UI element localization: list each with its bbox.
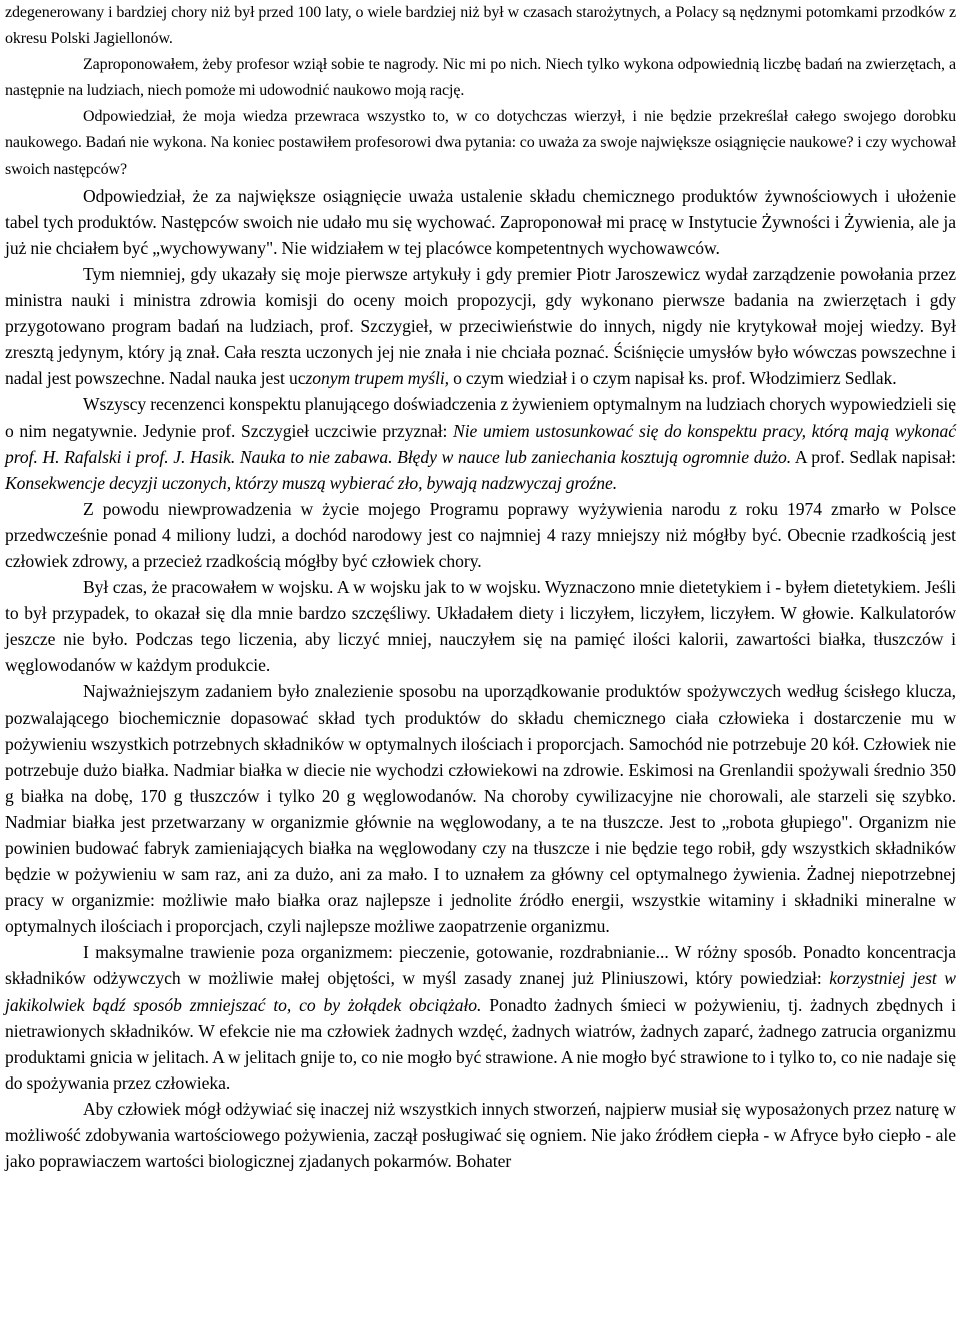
- paragraph-text: o czym wiedział i o czym napisał ks. prof. Włodzimierz Sedlak.: [449, 368, 897, 389]
- paragraph: [0, 939, 960, 1096]
- paragraph: [0, 52, 960, 104]
- paragraph-text: Ponadto żadnych śmieci w pożywieniu, tj. żadnych zbędnych i nietrawionych składników. W efekcie nie ma człowiek żadnych wzdęć, żadnych wiatrów, żadnych zaparć, żadnego zatrucia organizmu produktami gnicia w jelitach. A w jelitach gnije to, co nie mogło być strawione. A nie mogło być strawione to i tylko to, co nie nadaje się do spożywania przez człowieka.: [5, 994, 956, 1093]
- paragraph-text: Najważniejszym zadaniem było znalezienie sposobu na uporządkowanie produktów spożywczych według ścisłego klucza, pozwalającego biochemicznie dopasować skład tych produktów do składu chemicznego ciała człowieka i dostarczenie mu w pożywieniu wszystkich potrzebnych składników w optymalnych ilościach i proporcjach. Samochód nie potrzebuje 20 kół. Człowiek nie potrzebuje dużo białka. Nadmiar białka w diecie nie wychodzi człowiekowi na zdrowie. Eskimosi na Grenlandii spożywali średnio 350 g białka na dobę, 170 g tłuszczów i tylko 20 g węglowodanów. Na choroby cywilizacyjne nie chorowali, ale starzeli się szybko. Nadmiar białka jest przetwarzany w organizmie głównie na węglowodany, a te na tłuszcze. Jest to „robota głupiego". Organizm nie powinien budować fabryk zamieniających białka na węglowodany czy na tłuszcze i nie będzie tego robił, gdy wszystkich składników będzie w pożywieniu w sam raz, ani za dużo, ani za mało. I to uznałem za główny cel optymalnego żywienia. Żadnej niepotrzebnej pracy w organizmie: możliwie mało białka oraz najlepsze i jednolite źródło energii, wszystkie witaminy i składniki mineralne w optymalnych ilościach i proporcjach, czyli najlepsze możliwe zaopatrzenie organizmu.: [5, 681, 956, 937]
- paragraph: [0, 678, 960, 939]
- paragraph-text: Aby człowiek mógł odżywiać się inaczej niż wszystkich innych stworzeń, najpierw musiał się wyposażonych przez naturę w możliwość zdobywania wartościowego pożywienia, zaczął posługiwać się ogniem. Nie jako źródłem ciepła - w Afryce było ciepło - ale jako poprawiaczem wartości biologicznej zjadanych pokarmów. Bohater: [5, 1098, 956, 1172]
- italic-quote-text: Konsekwencje decyzji uczonych, którzy muszą wybierać zło, bywają nadzwyczaj groźne.: [5, 472, 618, 493]
- paragraph-text: I maksymalne trawienie poza organizmem: pieczenie, gotowanie, rozdrabnianie... W różny sposób. Ponadto koncentracja składników odżywczych w możliwie małej objętości, w myśl zasady znanej już Pliniuszowi, który powiedział:: [5, 942, 956, 989]
- paragraph-text: Był czas, że pracowałem w wojsku. A w wojsku jak to w wojsku. Wyznaczono mnie dietetykiem i - byłem dietetykiem. Jeśli to był przypadek, to okazał się dla mnie bardzo szczęśliwy. Układałem diety i liczyłem, liczyłem, liczyłem. W głowie. Kalkulatorów jeszcze nie było. Podczas tego liczenia, aby liczyć mniej, nauczyłem się na pamięć ilości kalorii, zawartości białka, tłuszczów i węglowodanów w każdym produkcie.: [5, 577, 956, 676]
- paragraph-text: zdegenerowany i bardziej chory niż był przed 100 laty, o wiele bardziej niż był w czasach starożytnych, a Polacy są nędznymi potomkami przodków z okresu Polski Jagiellonów.: [5, 4, 956, 48]
- paragraph: [0, 0, 960, 52]
- paragraph: [0, 574, 960, 678]
- paragraph-text: A prof. Sedlak napisał:: [791, 446, 956, 467]
- paragraph: [0, 1096, 960, 1174]
- paragraph: [0, 183, 960, 261]
- paragraph: [0, 496, 960, 574]
- paragraph-text: Z powodu niewprowadzenia w życie mojego Programu poprawy wyżywienia narodu z roku 1974 zmarło w Polsce przedwcześnie ponad 4 miliony ludzi, a dochód narodowy jest co najmniej 4 razy mniejszy niż mógłby być. Obecnie rzadkością jest człowiek zdrowy, a przecież rzadkością mógłby być człowiek chory.: [5, 498, 956, 571]
- italic-quote-text: Nie umiem ustosunkować się do konspektu pracy, którą mają wykonać prof. H. Rafalski i prof. J. Hasik. Nauka to nie zabawa. Błędy w nauce lub zaniechania kosztują ogromnie dużo.: [5, 420, 956, 467]
- italic-quote-text: zonym trupem myśli,: [305, 368, 450, 389]
- paragraph: [0, 261, 960, 391]
- paragraph-text: Odpowiedział, że moja wiedza przewraca wszystko to, w co dotychczas wierzył, i nie będzie przekreślał całego swojego dorobku naukowego. Badań nie wykona. Na koniec postawiłem profesorowi dwa pytania: co uważa za swoje największe osiągnięcie naukowe? i czy wychował swoich następców?: [5, 108, 956, 178]
- paragraph-text: Zaproponowałem, żeby profesor wziął sobie te nagrody. Nic mi po nich. Niech tylko wykona odpowiednią liczbę badań na zwierzętach, a następnie na ludziach, niech pomoże mi udowodnić naukowo moją rację.: [5, 56, 956, 100]
- paragraph: [0, 104, 960, 182]
- paragraph-text: Wszyscy recenzenci konspektu planującego doświadczenia z żywieniem optymalnym na ludziach chorych wypowiedzieli się o nim negatywnie. Jedynie prof. Szczygieł uczciwie przyznał:: [5, 394, 956, 441]
- paragraph: [0, 391, 960, 495]
- paragraph-text: Odpowiedział, że za największe osiągnięcie uważa ustalenie składu chemicznego produktów żywnościowych i ułożenie tabel tych produktów. Następców swoich nie udało mu się wychować. Zaproponował mi pracę w Instytucie Żywności i Żywienia, ale ja już nie chciałem być „wychowywany". Nie widziałem w tej placówce kompetentnych wychowawców.: [5, 185, 956, 258]
- italic-quote-text: korzystniej jest w jakikolwiek bądź sposób zmniejszać to, co by żołądek obciążało.: [5, 968, 956, 1015]
- paragraph-text: Tym niemniej, gdy ukazały się moje pierwsze artykuły i gdy premier Piotr Jaroszewicz wydał zarządzenie powołania przez ministra nauki i ministra zdrowia komisji do oceny moich propozycji, gdy wykonano pierwsze badania na zwierzętach i gdy przygotowano program badań na ludziach, prof. Szczygieł, w przeciwieństwie do innych, nigdy nie krytykował mojej wiedzy. Był zresztą jedynym, który ją znał. Cała reszta uczonych jej nie znała i nie chciała poznać. Ściśnięcie umysłów było wówczas powszechne i nadal jest powszechne. Nadal nauka jest uc: [5, 263, 956, 389]
